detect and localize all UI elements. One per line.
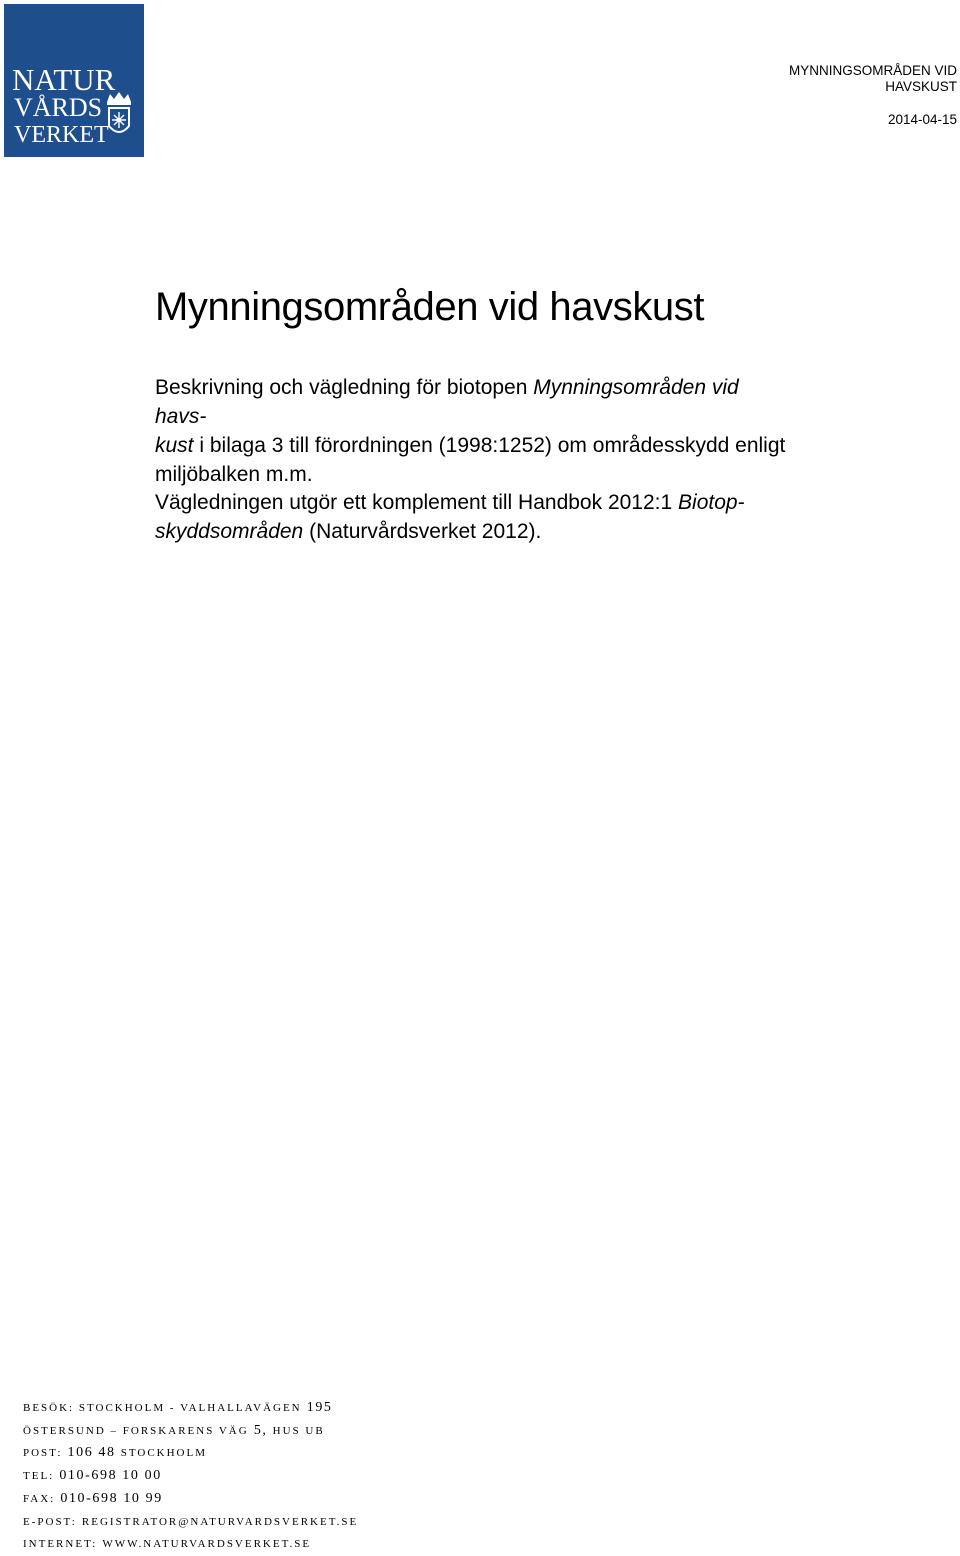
footer-fax-label: FAX: [23,1492,56,1505]
footer-ostersund-house: HUS UB [272,1424,325,1437]
page-title: Mynningsområden vid havskust [155,285,705,329]
document-header [697,63,957,128]
footer-fax [23,1488,358,1511]
document-reference-line1: MYNNINGSOMRÅDEN VID [788,63,957,78]
guidance-paragraph [155,488,795,546]
footer-visit-label: BESÖK: STOCKHOLM - VALHALLAVÄGEN [23,1402,302,1414]
guidance-handbook-title-1: Biotop- [678,491,745,514]
footer-post-code: 106 48 [67,1445,116,1461]
intro-text-1: Beskrivning och vägledning för biotopen [155,376,534,399]
footer-visit-address [23,1397,358,1420]
guidance-text-2: (Naturvårdsverket 2012). [303,520,542,543]
footer-visit-number: 195 [306,1400,333,1415]
document-reference-line2: HAVSKUST [885,79,957,94]
footer-post-city: STOCKHOLM [120,1447,208,1460]
logo-text-vards: VÅRDS [14,93,103,122]
naturvardsverket-logo [4,4,144,157]
document-reference [697,63,957,95]
footer-tel-number: 010-698 10 00 [59,1468,162,1484]
document-date: 2014-04-15 [887,112,957,127]
footer-postal-address [23,1442,358,1465]
footer-email [23,1511,358,1534]
guidance-handbook-title-2: skyddsområden [155,520,304,543]
intro-text-2: i bilaga 3 till förordningen (1998:1252) om områdesskydd enligt miljöbalken m.m. [155,434,786,486]
logo-text-verket: VERKET [14,122,109,148]
contact-footer [23,1397,358,1556]
footer-internet-label: INTERNET: [23,1538,98,1551]
footer-tel-label: TEL: [23,1470,55,1483]
footer-email-address[interactable]: REGISTRATOR@NATURVARDSVERKET.SE [81,1515,359,1528]
footer-post-label: POST: [23,1447,63,1460]
footer-ostersund-number: 5, [253,1422,268,1438]
footer-ostersund-label: ÖSTERSUND – FORSKARENS VÄG [23,1424,249,1437]
intro-biotope-name-2: kust [155,434,194,457]
footer-email-label: E-POST: [23,1515,77,1528]
guidance-text-1: Vägledningen utgör ett komplement till Handbok 2012:1 [155,491,679,514]
footer-telephone [23,1465,358,1488]
footer-ostersund-address [23,1420,358,1443]
logo-mark [4,4,144,157]
logo-text-natur: NATUR [12,62,116,97]
intro-biotope-name-1: Mynningsområden vid havs- [155,376,739,428]
intro-paragraph [155,373,795,489]
footer-fax-number: 010-698 10 99 [60,1490,163,1506]
footer-website [23,1533,358,1556]
footer-website-link[interactable]: WWW.NATURVARDSVERKET.SE [102,1538,312,1551]
